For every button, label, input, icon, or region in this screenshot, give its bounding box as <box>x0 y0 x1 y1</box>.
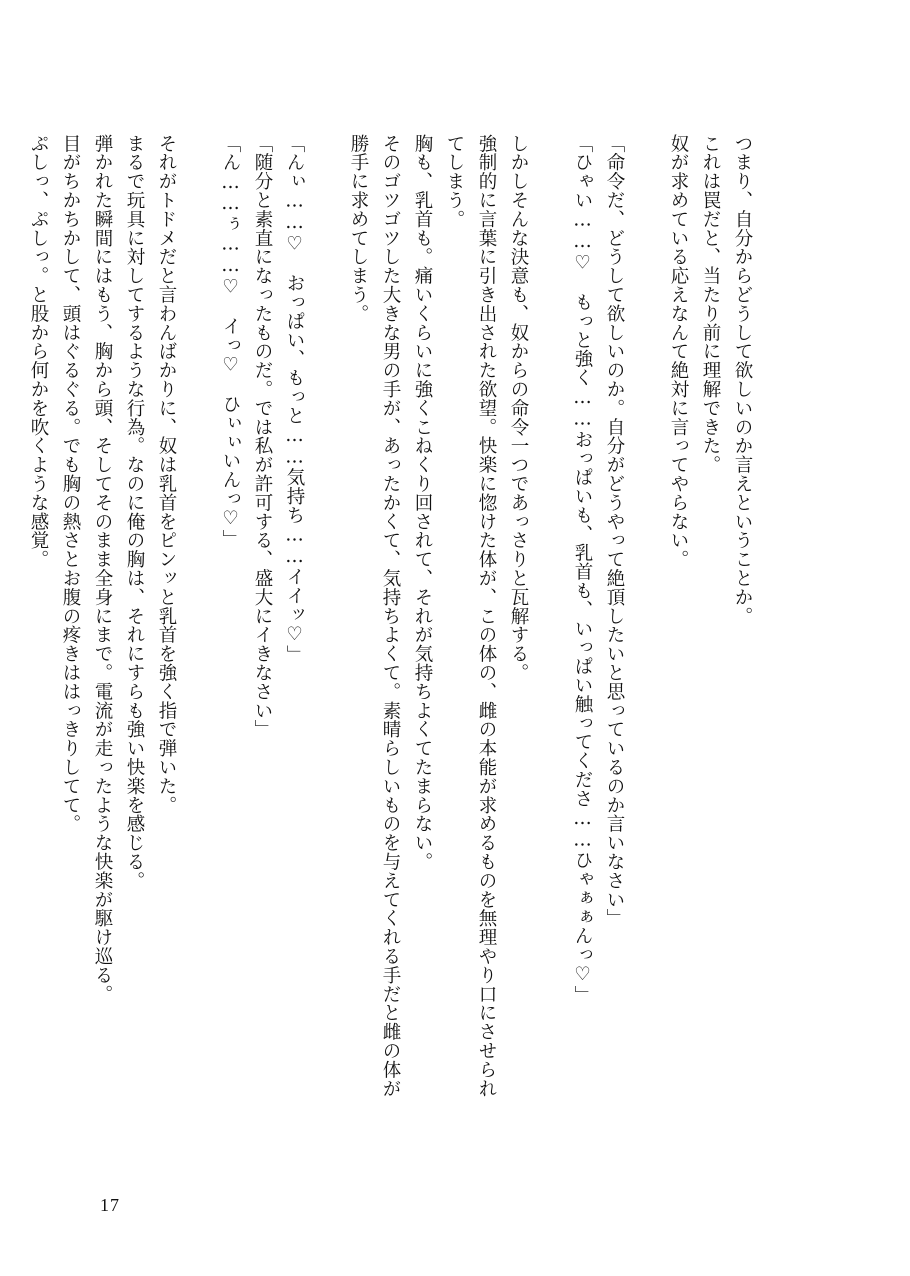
paragraph-gap <box>534 134 566 1134</box>
text-line: 胸も、乳首も。痛いくらいに強くこねくり回されて、それが気持ちよくてたまらない。 <box>412 134 433 872</box>
text-line: つまり、自分からどうして欲しいのか言えということか。 <box>732 134 753 626</box>
text-line: これは罠だと、当たり前に理解できた。 <box>700 134 721 475</box>
text-line: 目がちかちかして、頭はぐるぐる。でも胸の熱さとお腹の疼きははっきりしてて。 <box>60 134 81 834</box>
text-line: ぷしっ、ぷしっ。と股から何かを吹くような感覚。 <box>28 134 49 569</box>
text-line: それがトドメだと言わんばかりに、奴は乳首をピンッと乳首を強く指で弾いた。 <box>156 134 177 815</box>
dialogue-line: 「随分と素直になったものだ。では私が許可する、盛大にイきなさい」 <box>252 134 273 739</box>
text-line: まるで玩具に対してするような行為。なのに俺の胸は、それにすらも強い快楽を感じる。 <box>124 134 145 890</box>
dialogue-line: 「ん……ぅ……♡ イっ♡ ひぃぃいんっ♡」 <box>220 134 241 549</box>
text-line: 勝手に求めてしまう。 <box>348 134 369 323</box>
paragraph-gap <box>630 134 662 1134</box>
page-number: 17 <box>100 1195 120 1215</box>
text-line: 強制的に言葉に引き出された欲望。快楽に惚けた体が、この体の、雌の本能が求めるものを無理やり口にさせられ <box>476 134 497 1098</box>
paragraph-gap <box>310 134 342 1134</box>
text-line: そのゴツゴツした大きな男の手が、あったかくて、気持ちよくて。素晴らしいものを与えてくれる手だと雌の体が <box>380 134 401 1098</box>
text-line: 弾かれた瞬間にはもう、胸から頭、そしてそのまま全身にまで。電流が走ったような快楽が駆け巡る。 <box>92 134 113 1004</box>
dialogue-line: 「んぃ……♡ おっぱい、もっと……気持ち……イイッ♡」 <box>284 134 305 665</box>
dialogue-line: 「命令だ、どうして欲しいのか。自分がどうやって絶頂したいと思っているのか言いなさい」 <box>604 134 625 928</box>
text-line: てしまう。 <box>444 134 465 229</box>
text-line: 奴が求めている応えなんて絶対に言ってやらない。 <box>668 134 689 569</box>
dialogue-line: 「ひゃい……♡ もっと強く……おっぱいも、乳首も、いっぱい触ってくださ……ひゃぁぁんっ♡」 <box>572 134 593 1005</box>
vertical-text-body <box>22 134 758 1134</box>
text-line: しかしそんな決意も、奴からの命令一つであっさりと瓦解する。 <box>508 134 529 683</box>
paragraph-gap <box>182 134 214 1134</box>
